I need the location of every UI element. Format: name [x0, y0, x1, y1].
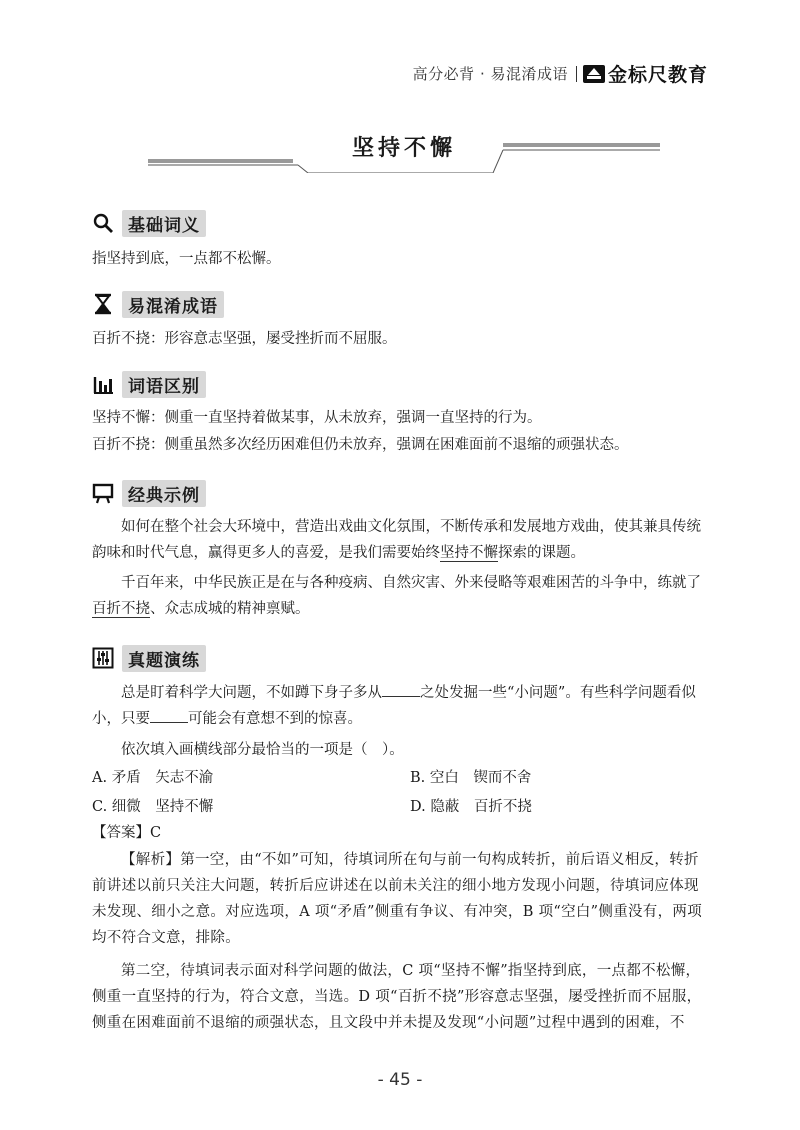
brand-logo-icon — [583, 65, 605, 83]
example-1-text: 如何在整个社会大环境中，营造出戏曲文化氛围，不断传承和发展地方戏曲，使其兼具传统韵味和时代气息，赢得更多人的喜爱，是我们需要始终 — [92, 519, 701, 561]
section-label: 真题演练 — [122, 645, 206, 672]
blank-1 — [382, 682, 420, 697]
blank-2 — [150, 708, 188, 723]
section-label: 易混淆成语 — [122, 291, 224, 318]
hourglass-icon — [92, 293, 114, 315]
example-paragraph-1 — [92, 514, 704, 566]
page-header — [413, 60, 708, 87]
bar-chart-icon — [92, 373, 114, 395]
question-prompt: 依次填入画横线部分最恰当的一项是（ ）。 — [121, 742, 404, 758]
answer-line: 【答案】C — [92, 825, 162, 841]
option-a: A. 矛盾 矢志不渝 — [92, 770, 214, 786]
section-label: 经典示例 — [122, 480, 206, 507]
section-label: 基础词义 — [122, 210, 206, 237]
example-1-text-end: 探索的课题。 — [498, 545, 585, 561]
question-text-3: 可能会有意想不到的惊喜。 — [188, 711, 362, 727]
option-c: C. 细微 坚持不懈 — [92, 799, 214, 815]
word-difference-line-1: 坚持不懈：侧重一直坚持着做某事，从未放弃，强调一直坚持的行为。 — [92, 410, 542, 426]
question-stem — [92, 680, 704, 732]
basic-meaning-text: 指坚持到底，一点都不松懈。 — [92, 251, 281, 267]
equalizer-icon — [92, 647, 114, 669]
word-difference-line-2: 百折不挠：侧重虽然多次经历困难但仍未放弃，强调在困难面前不退缩的顽强状态。 — [92, 437, 629, 453]
section-confusable-idiom — [92, 291, 224, 317]
option-b: B. 空白 锲而不舍 — [410, 770, 532, 786]
section-word-difference — [92, 371, 206, 397]
question-text-2: 之处发掘一些“小问题”。有些科学问题看似小，只要 — [92, 685, 696, 727]
option-d: D. 隐蔽 百折不挠 — [410, 799, 532, 815]
confusable-idiom-text: 百折不挠：形容意志坚强，屡受挫折而不屈服。 — [92, 331, 397, 347]
title-banner — [148, 125, 660, 173]
header-divider — [576, 66, 577, 82]
section-label: 词语区别 — [122, 371, 206, 398]
brand-name: 金标尺教育 — [607, 64, 708, 86]
presentation-board-icon — [92, 482, 114, 504]
example-1-highlight: 坚持不懈 — [440, 545, 498, 561]
magnifier-icon — [92, 212, 114, 234]
page-title: 坚持不懈 — [351, 136, 456, 161]
example-2-highlight: 百折不挠 — [92, 601, 150, 617]
example-paragraph-2 — [92, 570, 704, 622]
example-2-text-end: 、众志成城的精神禀赋。 — [150, 601, 310, 617]
series-title: 高分必背 · 易混淆成语 — [412, 65, 568, 83]
example-2-text: 千百年来，中华民族正是在与各种疫病、自然灾害、外来侵略等艰难困苦的斗争中，练就了 — [121, 575, 701, 591]
page-number: - 45 - — [377, 1070, 423, 1090]
section-basic-meaning — [92, 210, 206, 236]
section-classic-examples — [92, 480, 206, 506]
answer-options — [92, 766, 704, 826]
analysis-paragraph-2: 第二空，待填词表示面对科学问题的做法，C 项“坚持不懈”指坚持到底，一点都不松懈，侧重一直坚持的行为，符合文意，当选。D 项“百折不挠”形容意志坚强，屡受挫折而不屈服，侧重在困难面前不退缩的顽强状态，且文段中并未提及发现“小问题”过程中遇到的困难，不 — [92, 963, 702, 1031]
left-slant — [298, 165, 308, 173]
question-text-1: 总是盯着科学大问题，不如蹲下身子多从 — [121, 685, 382, 701]
analysis-paragraph-1: 【解析】第一空，由“不如”可知，待填词所在句与前一句构成转折，前后语义相反，转折前讲述以前只关注大问题，转折后应讲述在以前未关注的细小地方发现小问题，待填词应体现未发现、细小之意。对应选项，A 项“矛盾”侧重有争议、有冲突，B 项“空白”侧重没有，两项均不符合文意，排除。 — [92, 852, 702, 946]
section-practice-questions — [92, 645, 206, 671]
